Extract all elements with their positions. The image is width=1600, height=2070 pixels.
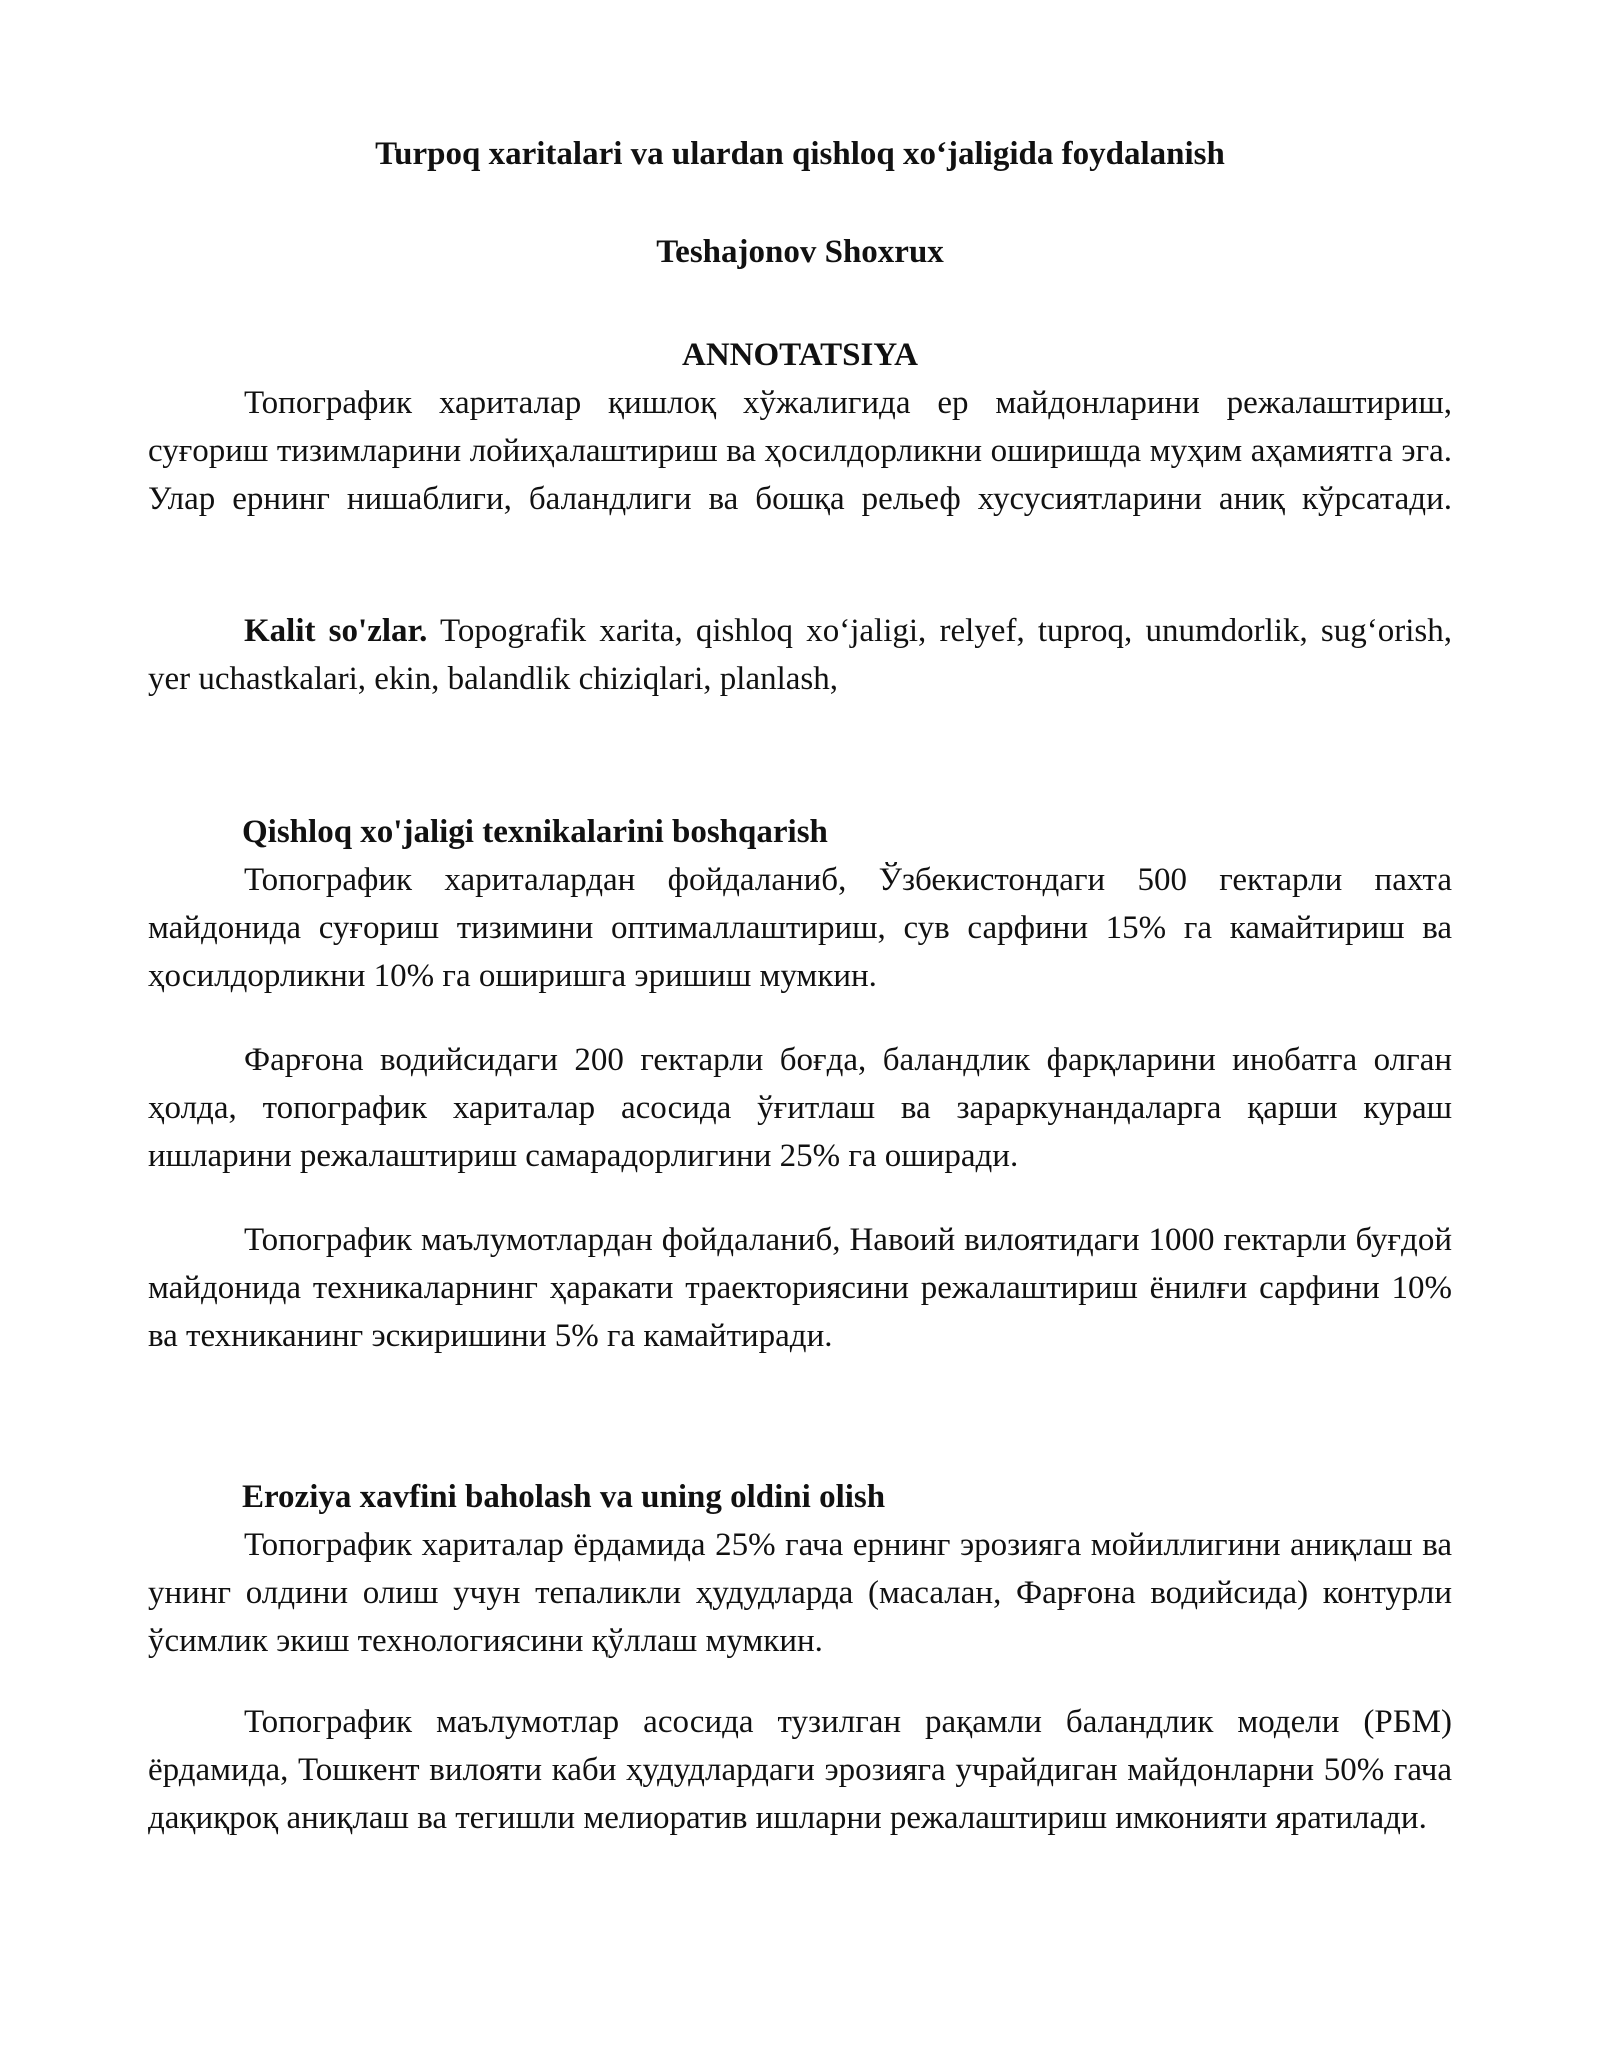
body-paragraph: Топографик маълумотлар асосида тузилган рақамли баландлик модели (РБМ) ёрдамида, Тошкент вилояти каби ҳудудлардаги эрозияга учрайдиган майдонларни 50% гача дақиқроқ аниқлаш ва тегишли мелиоратив ишларни режалаштириш имконияти яратилади.	[148, 1704, 1452, 1836]
section-heading: Eroziya xavfini baholash va uning oldini olish	[242, 1479, 886, 1515]
keywords-paragraph	[148, 607, 1452, 703]
annotation-paragraph: Топографик хариталар қишлоқ хўжалигида ер майдонларини режалаштириш, суғориш тизимларини лойиҳалаштириш ва ҳосилдорликни оширишда муҳим аҳамиятга эга. Улар ернинг нишаблиги, баландлиги ва бошқа рельеф хусусиятларини аниқ кўрсатади.	[148, 385, 1452, 517]
body-paragraph: Фарғона водийсидаги 200 гектарли боғда, баландлик фарқларини инобатга олган ҳолда, топографик хариталар асосида ўғитлаш ва зараркунандаларга қарши кураш ишларини режалаштириш самарадорлигини 25% га оширади.	[148, 1042, 1452, 1174]
body-paragraph: Топографик хариталар ёрдамида 25% гача ернинг эрозияга мойиллигини аниқлаш ва унинг олдини олиш учун тепаликли ҳудудларда (масалан, Фарғона водийсида) контурли ўсимлик экиш технологиясини қўллаш мумкин.	[148, 1527, 1452, 1659]
author-name: Teshajonov Shoxrux	[656, 234, 944, 270]
keywords-label: Kalit so'zlar.	[244, 613, 428, 649]
section-heading: Qishloq xo'jaligi texnikalarini boshqarish	[242, 814, 828, 850]
body-paragraph: Топографик хариталардан фойдаланиб, Ўзбекистондаги 500 гектарли пахта майдонида суғориш тизимини оптималлаштириш, сув сарфини 15% га камайтириш ва ҳосилдорликни 10% га оширишга эришиш мумкин.	[148, 862, 1452, 994]
document-title: Turpoq xaritalari va ulardan qishloq xo‘jaligida foydalanish	[375, 136, 1225, 172]
annotation-heading: ANNOTATSIYA	[682, 337, 918, 373]
body-paragraph: Топографик маълумотлардан фойдаланиб, Навоий вилоятидаги 1000 гектарли буғдой майдонида техникаларнинг ҳаракати траекториясини режалаштириш ёнилғи сарфини 10% ва техниканинг эскиришини 5% га камайтиради.	[148, 1222, 1452, 1354]
keywords-text: Topografik xarita, qishloq xo‘jaligi, relyef, tuproq, unumdorlik, sug‘orish, yer uchastkalari, ekin, balandlik chiziqlari, planlash,	[148, 613, 1452, 697]
